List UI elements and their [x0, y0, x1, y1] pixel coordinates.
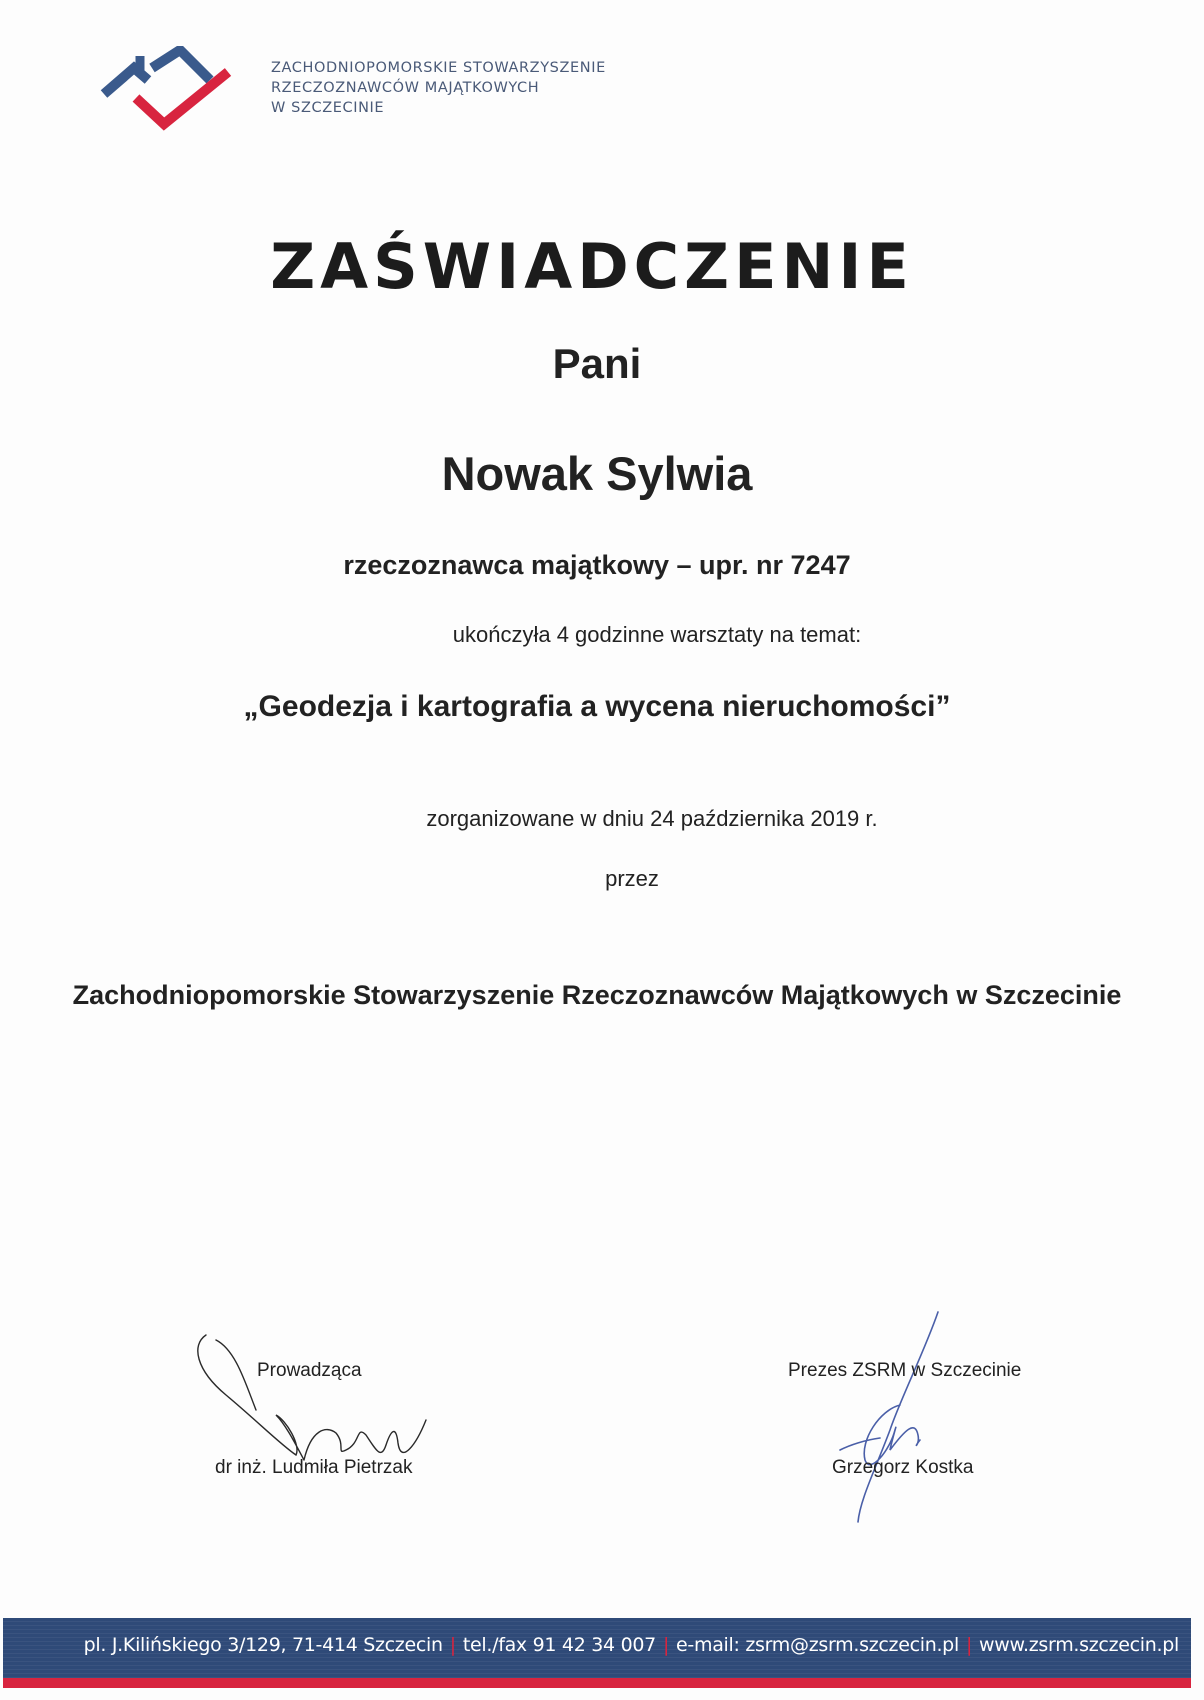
salutation: Pani: [552, 340, 642, 387]
association-name: [271, 58, 606, 118]
organizer-name: Zachodniopomorskie Stowarzyszenie Rzeczoznawców Majątkowych w Szczecinie: [72, 980, 1122, 1010]
association-name-line-2: RZECZOZNAWCÓW MAJĄTKOWYCH: [271, 80, 540, 96]
footer-bar: [3, 1618, 1191, 1690]
organized-by-label: przez: [605, 866, 659, 891]
footer-phone: tel./fax 91 42 34 007: [462, 1634, 656, 1656]
footer-separator: |: [449, 1634, 456, 1656]
lead-name: dr inż. Ludmiła Pietrzak: [215, 1457, 413, 1478]
president-name: Grzegorz Kostka: [832, 1457, 974, 1478]
lead-role: Prowadząca: [257, 1360, 362, 1381]
association-name-line-1: ZACHODNIOPOMORSKIE STOWARZYSZENIE: [271, 60, 606, 76]
lead-signature-icon: [186, 1325, 446, 1475]
recipient-name: Nowak Sylwia: [441, 447, 753, 500]
workshop-topic: „Geodezja i kartografia a wycena nieruchomości”: [243, 690, 951, 723]
association-name-line-3: W SZCZECINIE: [271, 100, 385, 116]
workshop-date: zorganizowane w dniu 24 października 2019 r.: [426, 806, 878, 831]
footer-email: e-mail: zsrm@zsrm.szczecin.pl: [676, 1634, 959, 1656]
footer-contact: [84, 1634, 1179, 1656]
footer-separator: |: [662, 1634, 670, 1656]
footer-address: pl. J.Kilińskiego 3/129, 71-414 Szczecin: [83, 1634, 443, 1656]
footer-separator: |: [965, 1634, 973, 1656]
recipient-profession: rzeczoznawca majątkowy – upr. nr 7247: [343, 550, 851, 580]
association-logo-icon: [100, 46, 240, 136]
footer-red-band: [3, 1678, 1191, 1688]
footer-website: www.zsrm.szczecin.pl: [979, 1634, 1179, 1656]
president-role: Prezes ZSRM w Szczecinie: [788, 1360, 1022, 1381]
president-signature-icon: [820, 1310, 960, 1525]
completion-statement: ukończyła 4 godzinne warsztaty na temat:: [452, 622, 862, 647]
certificate-title: ZAŚWIADCZENIE: [270, 230, 914, 303]
